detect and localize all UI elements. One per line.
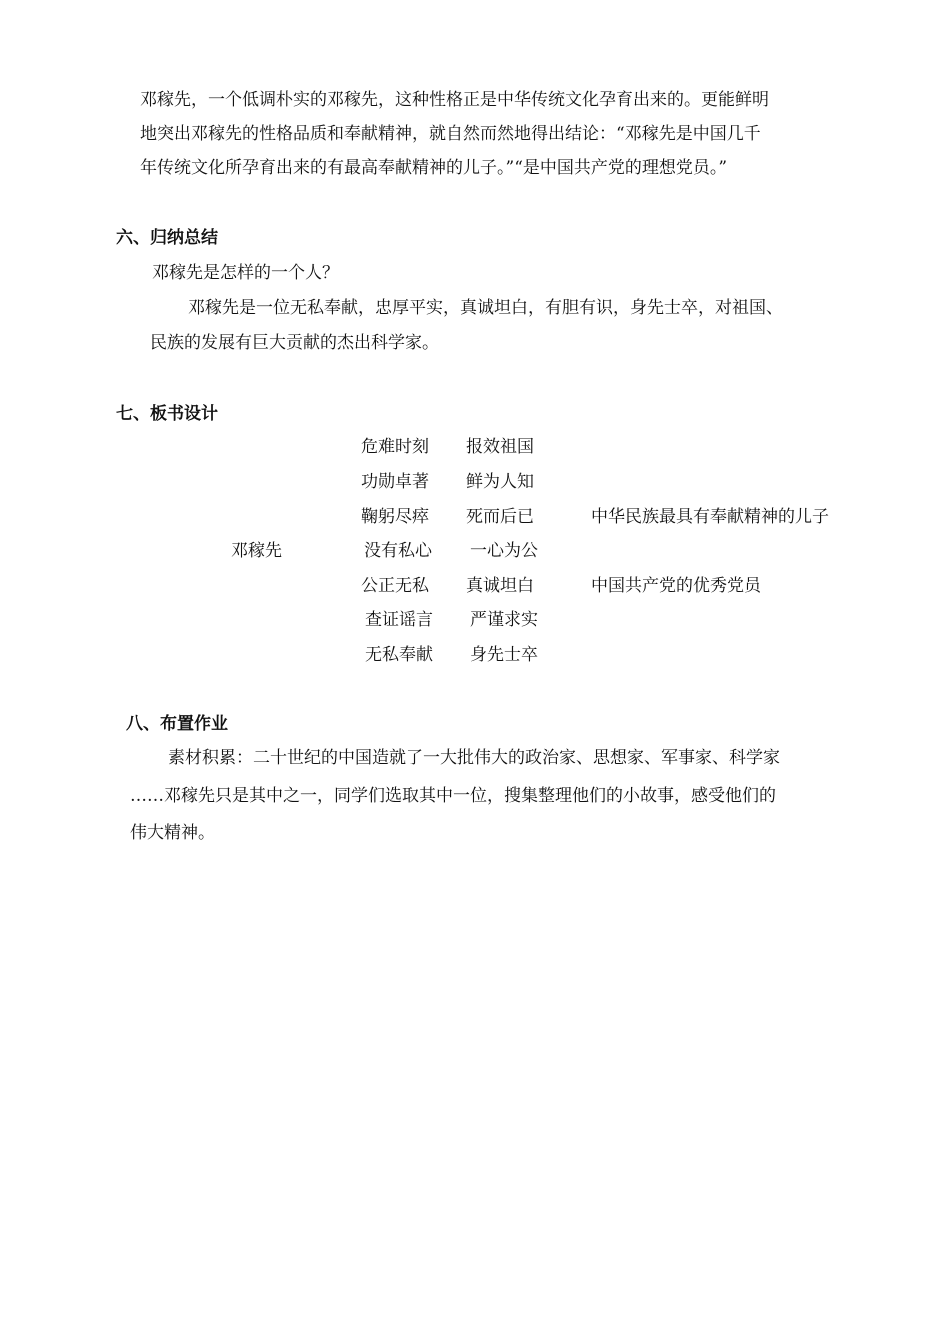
section-6-answer-line-1: 邓稼先是一位无私奉献，忠厚平实，真诚坦白，有胆有识，身先士卒，对祖国、 bbox=[188, 298, 783, 318]
blackboard-row-2-right: 鲜为人知 bbox=[466, 472, 534, 492]
intro-line-3: 年传统文化所孕育出来的有最高奉献精神的儿子。”“是中国共产党的理想党员。” bbox=[140, 158, 728, 178]
blackboard-row-6-left: 查证谣言 bbox=[365, 610, 433, 630]
blackboard-row-6-right: 严谨求实 bbox=[470, 610, 538, 630]
blackboard-row-1-right: 报效祖国 bbox=[466, 437, 534, 457]
blackboard-row-2-left: 功勋卓著 bbox=[361, 472, 429, 492]
blackboard-conclusion-1: 中华民族最具有奉献精神的儿子 bbox=[591, 507, 829, 527]
blackboard-row-5-right: 真诚坦白 bbox=[466, 576, 534, 596]
blackboard-row-5-left: 公正无私 bbox=[361, 576, 429, 596]
blackboard-row-4-right: 一心为公 bbox=[470, 541, 538, 561]
section-8-line-1: 素材积累：二十世纪的中国造就了一大批伟大的政治家、思想家、军事家、科学家 bbox=[168, 748, 780, 768]
intro-line-1: 邓稼先，一个低调朴实的邓稼先，这种性格正是中华传统文化孕育出来的。更能鲜明 bbox=[140, 90, 769, 110]
blackboard-row-7-right: 身先士卒 bbox=[470, 645, 538, 665]
section-8-heading: 八、布置作业 bbox=[126, 714, 228, 734]
blackboard-row-3-right: 死而后已 bbox=[466, 507, 534, 527]
blackboard-center-name: 邓稼先 bbox=[231, 541, 282, 561]
section-6-heading: 六、归纳总结 bbox=[116, 228, 218, 248]
section-6-answer-line-2: 民族的发展有巨大贡献的杰出科学家。 bbox=[150, 333, 439, 353]
section-7-heading: 七、板书设计 bbox=[116, 404, 218, 424]
intro-line-2: 地突出邓稼先的性格品质和奉献精神，就自然而然地得出结论：“邓稼先是中国几千 bbox=[140, 124, 761, 144]
section-6-question: 邓稼先是怎样的一个人？ bbox=[152, 263, 339, 283]
blackboard-conclusion-2: 中国共产党的优秀党员 bbox=[591, 576, 761, 596]
blackboard-row-3-left: 鞠躬尽瘁 bbox=[361, 507, 429, 527]
blackboard-row-1-left: 危难时刻 bbox=[361, 437, 429, 457]
section-8-line-3: 伟大精神。 bbox=[130, 823, 215, 843]
blackboard-row-7-left: 无私奉献 bbox=[365, 645, 433, 665]
blackboard-row-4-left: 没有私心 bbox=[364, 541, 432, 561]
section-8-line-2: ……邓稼先只是其中之一，同学们选取其中一位，搜集整理他们的小故事，感受他们的 bbox=[130, 786, 776, 806]
